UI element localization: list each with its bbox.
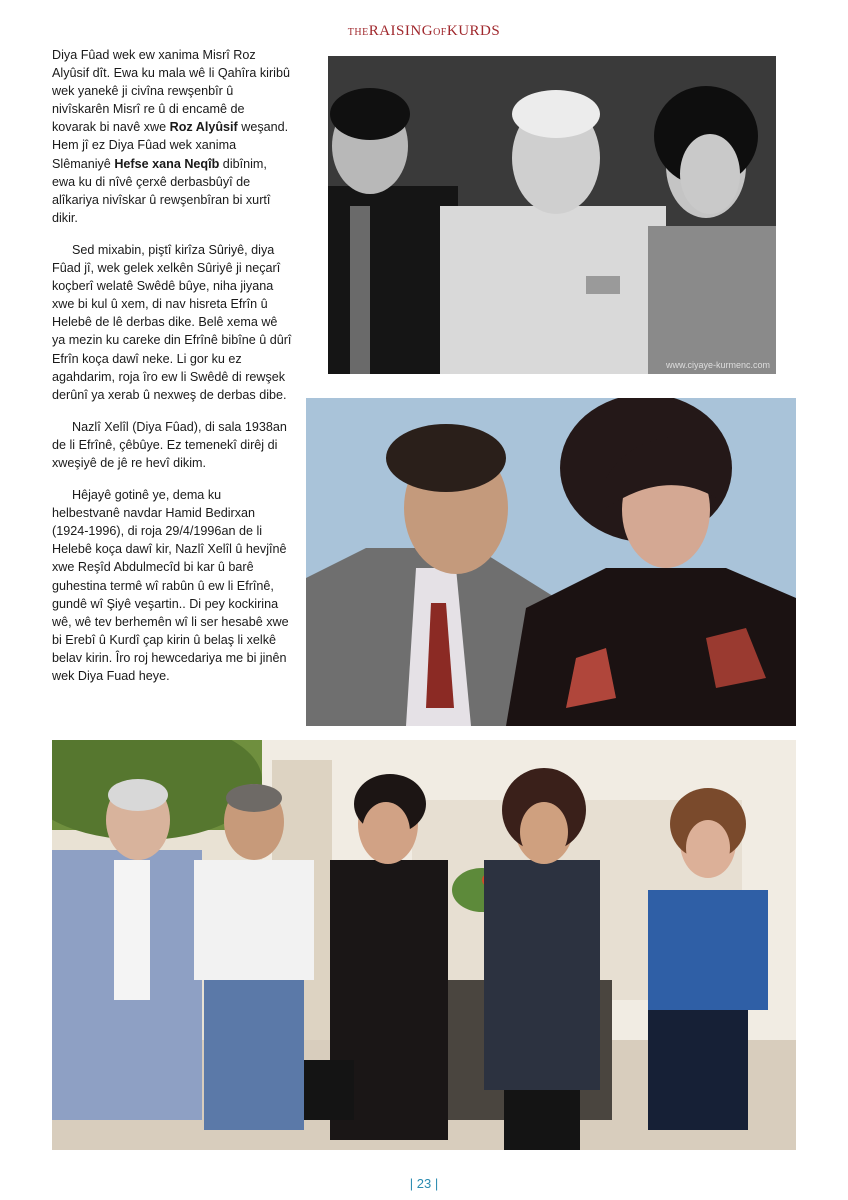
header-kurds: KURDS [446,23,501,39]
photo-couple-portrait [306,398,796,726]
p1-text-3: dibînim, ewa ku di nîvê çerxê derbasbûyî de alîkariya nivîskar û rewşenbîran bi xurtî dikir. [52,156,271,225]
p1-text-2: weşand. Hem jî ez Diya Fûad wek xanima Slêmaniyê [52,120,289,171]
photo-watermark: www.ciyaye-kurmenc.com [665,360,770,370]
paragraph-2: Sed mixabin, piştî kirîza Sûriyê, diya Fûad jî, wek gelek xelkên Sûriyê ji neçarî koçberî welatê Swêdê bûye, niha jiyana xwe bi kul û xem, di nav hisreta Efrîn û Helebê de lê derbas dike. Belê xema wê ya mezin ku careke din Efrînê bibîne û dûrî Efrîn koça dawî neke. Li gor ku ez agahdarim, roja îro ew li Swêdê di rewşek derûnî ya xerab û nexweş de derbas dibe. [52,242,292,402]
header-of: OF [433,27,447,38]
photo-group-at-memorial [52,740,796,1150]
p1-bold-2: Hefse xana Neqîb [114,156,220,171]
article-column [52,46,292,699]
page-number: | 23 | [409,1176,439,1191]
header-the: THE [347,27,369,38]
header-raising: RAISING [368,23,434,39]
photo-group-at-memorial-image [52,740,796,1150]
photo-couple-portrait-image [306,398,796,726]
paragraph-4: Hêjayê gotinê ye, dema ku helbestvanê navdar Hamid Bedirxan (1924-1996), di roja 29/4/1996an de li Helebê koça dawî kir, Nazlî Xelîl û hevjînê xwe Reşîd Abdulmecîd bi kar û barê guhestina termê wî rabûn û ew li Efrînê, gundê wî Şiyê veşartin.. Di pey kockirina wê, wê tev berhemên wî li ser hesabê xwe bi Erebî û Kurdî çap kirin û belaş li xelkê belav kirin. Îro roj hewcedariya me bi jinên wek Diya Fuad heye. [52,488,289,683]
photo-family-portrait-bw [328,56,776,374]
photo-family-portrait-bw-image [328,56,776,374]
paragraph-3: Nazlî Xelîl (Diya Fûad), di sala 1938an de li Efrînê, çêbûye. Ez temenekî dirêj di xweşiyê de jê re hevî dikim. [52,419,287,470]
running-header [0,22,848,40]
p1-text-1: Diya Fûad wek ew xanima Misrî Roz Alyûsif dît. Ewa ku mala wê li Qahîra kiribû wek yanekê ji civîna rewşenbîr û nivîskarên Misrî re û di encamê de kovarak bi navê xwe [52,48,290,135]
p1-bold-1: Roz Alyûsif [169,120,238,135]
paragraph-1 [52,46,292,227]
